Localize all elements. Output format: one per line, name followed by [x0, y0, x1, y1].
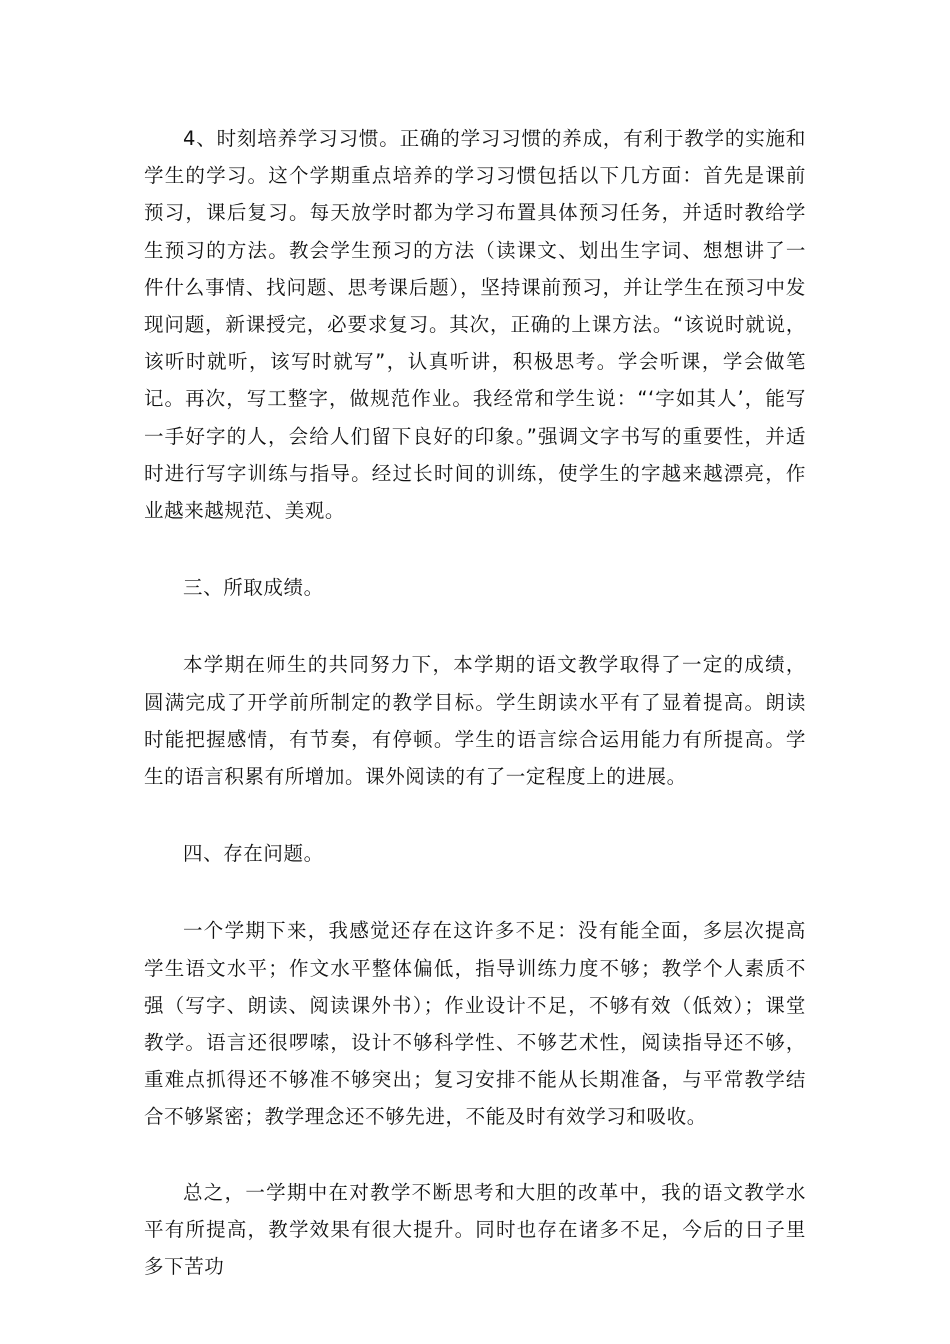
- document-body: [144, 120, 806, 1285]
- section-heading-achievements: 三、所取成绩。: [183, 576, 324, 600]
- paragraph-conclusion: 总之，一学期中在对教学不断思考和大胆的改革中，我的语文教学水平有所提高，教学效果有很大提升。同时也存在诸多不足，今后的日子里多下苦功: [144, 1180, 806, 1279]
- section-heading-problems: 四、存在问题。: [183, 842, 324, 866]
- paragraph-problems: 一个学期下来，我感觉还存在这许多不足：没有能全面，多层次提高学生语文水平；作文水平整体偏低，指导训练力度不够；教学个人素质不强（写字、朗读、阅读课外书）；作业设计不足，不够有效（低效）；课堂教学。语言还很啰嗦，设计不够科学性、不够艺术性，阅读指导还不够，重难点抓得还不够准不够突出；复习安排不能从长期准备，与平常教学结合不够紧密；教学理念还不够先进，不能及时有效学习和吸收。: [144, 919, 806, 1129]
- paragraph-achievements: 本学期在师生的共同努力下，本学期的语文教学取得了一定的成绩，圆满完成了开学前所制定的教学目标。学生朗读水平有了显着提高。朗读时能把握感情，有节奏，有停顿。学生的语言综合运用能力有所提高。学生的语言积累有所增加。课外阅读的有了一定程度上的进展。: [144, 653, 806, 789]
- paragraph-study-habits: 4、时刻培养学习习惯。正确的学习习惯的养成，有利于教学的实施和学生的学习。这个学期重点培养的学习习惯包括以下几方面：首先是课前预习，课后复习。每天放学时都为学习布置具体预习任务，并适时教给学生预习的方法。教会学生预习的方法（读课文、划出生字词、想想讲了一件什么事情、找问题、思考课后题），坚持课前预习，并让学生在预习中发现问题，新课授完，必要求复习。其次，正确的上课方法。“该说时就说，该听时就听，该写时就写”，认真听讲，积极思考。学会听课，学会做笔记。再次，写工整字，做规范作业。我经常和学生说：“‘字如其人’，能写一手好字的人，会给人们留下良好的印象。”强调文字书写的重要性，并适时进行写字训练与指导。经过长时间的训练，使学生的字越来越漂亮，作业越来越规范、美观。: [144, 127, 806, 523]
